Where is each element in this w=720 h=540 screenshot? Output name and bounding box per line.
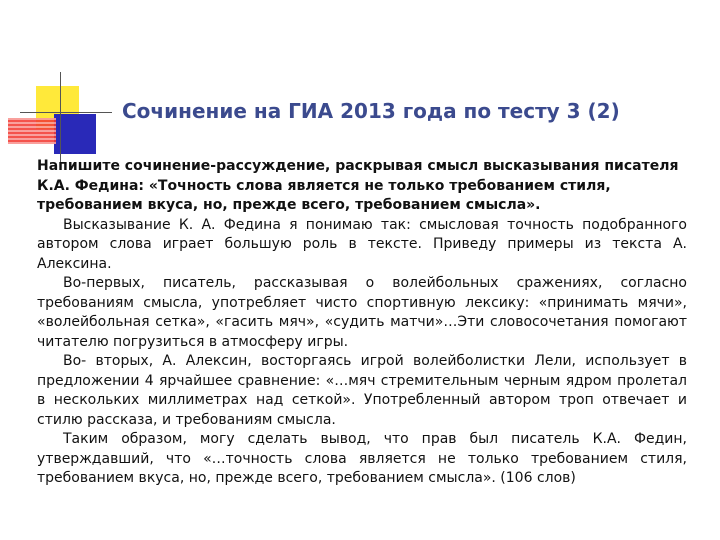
essay-paragraph-3: Во- вторых, А. Алексин, восторгаясь игрой волейболистки Лели, использует в предложении 4 ярчайшее сравнение: «…мяч стремительным черным ядром пролетал в нескольких миллиметрах над сеткой». Употребленный автором троп отвечает и стилю рассказа, и требованиям смысла. [37,353,687,428]
essay-paragraph-2: Во-первых, писатель, рассказывая о волейбольных сражениях, согласно требованиям смысла, употребляет чисто спортивную лексику: «принимать мячи», «волейбольная сетка», «гасить мяч», «судить матчи»…Эти словосочетания помогают читателю погрузиться в атмосферу игры. [37,275,687,350]
decor-stripe-overlay [8,118,56,144]
decor-horizontal-line [20,112,112,113]
slide-title: Сочинение на ГИА 2013 года по тесту 3 (2) [122,99,620,123]
slide-body [37,157,687,489]
essay-paragraph-4: Таким образом, могу сделать вывод, что прав был писатель К.А. Федин, утверждавший, что «…точность слова является не только требованием стиля, требованием вкуса, но, прежде всего, требованием смысла». (106 слов) [37,431,687,486]
essay-paragraph-1: Высказывание К. А. Федина я понимаю так: смысловая точность подобранного автором слова играет большую роль в тексте. Приведу примеры из текста А. Алексина. [37,216,687,272]
decor-vertical-line [60,72,61,168]
task-statement: Напишите сочинение-рассуждение, раскрывая смысл высказывания писателя К.А. Федина: «Точность слова является не только требованием стиля, требованием вкуса, но, прежде всего, требованием смысла». [37,158,679,213]
